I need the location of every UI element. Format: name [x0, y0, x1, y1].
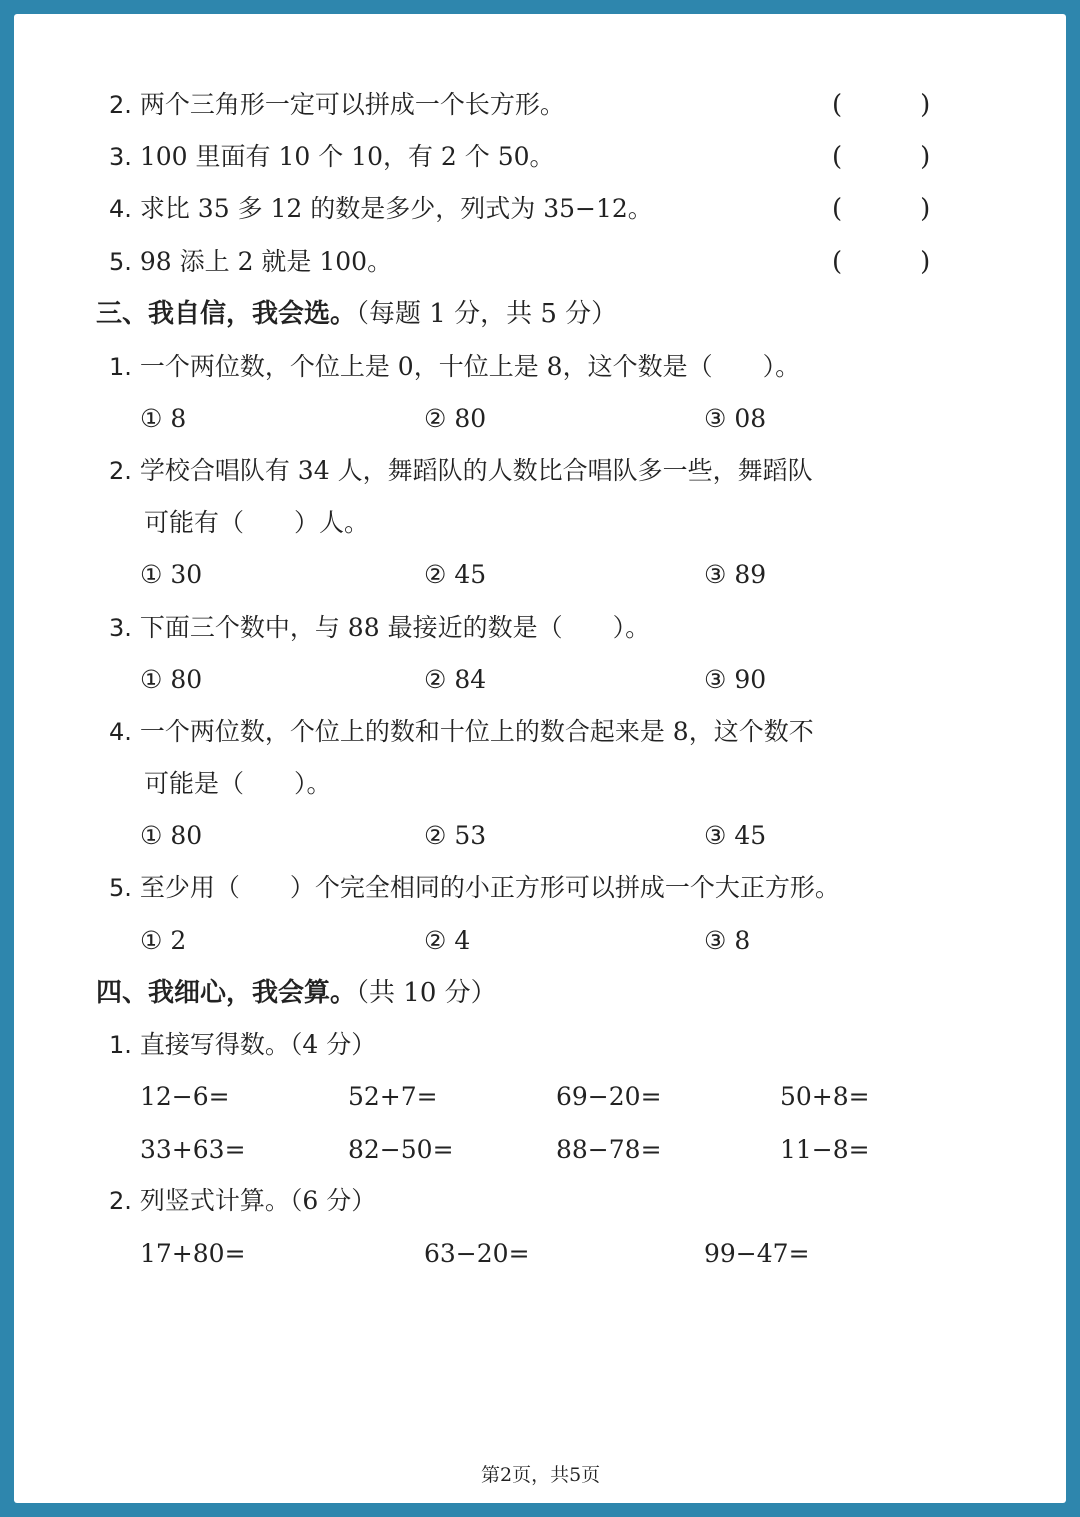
calc-part-2-label: 2. 列竖式计算。（6 分）	[109, 1186, 377, 1215]
choice-question-4-continued: 可能是（ ）。	[144, 769, 332, 798]
option-1[interactable]: ① 30	[140, 560, 203, 589]
judge-item-5: 5. 98 添上 2 就是 100。	[109, 247, 393, 276]
choice-question-2: 2. 学校合唱队有 34 人，舞蹈队的人数比合唱队多一些，舞蹈队	[109, 456, 813, 485]
calc-expression: 33+63=	[140, 1135, 246, 1164]
section-4-heading: 四、我细心，我会算。（共 10 分）	[96, 978, 497, 1008]
judge-item-3: 3. 100 里面有 10 个 10，有 2 个 50。	[109, 142, 555, 171]
option-2[interactable]: ② 45	[424, 560, 487, 589]
option-3[interactable]: ③ 08	[704, 404, 767, 433]
section-3-heading: 三、我自信，我会选。（每题 1 分，共 5 分）	[96, 299, 618, 329]
calc-expression: 82−50=	[348, 1135, 454, 1164]
answer-blank[interactable]: ( )	[832, 90, 931, 120]
calc-expression: 69−20=	[556, 1082, 662, 1111]
answer-blank[interactable]: ( )	[832, 142, 931, 172]
answer-blank[interactable]: ( )	[832, 194, 931, 224]
option-3[interactable]: ③ 90	[704, 665, 767, 694]
option-3[interactable]: ③ 8	[704, 926, 751, 955]
choice-question-2-continued: 可能有（ ）人。	[144, 508, 370, 537]
calc-expression: 50+8=	[780, 1082, 870, 1111]
calc-expression: 12−6=	[140, 1082, 230, 1111]
answer-blank[interactable]: ( )	[832, 247, 931, 277]
option-2[interactable]: ② 4	[424, 926, 471, 955]
option-2[interactable]: ② 84	[424, 665, 487, 694]
choice-question-5: 5. 至少用（ ）个完全相同的小正方形可以拼成一个大正方形。	[109, 873, 840, 902]
vertical-calc-expression: 17+80=	[140, 1239, 246, 1268]
option-1[interactable]: ① 80	[140, 821, 203, 850]
calc-expression: 52+7=	[348, 1082, 438, 1111]
choice-question-4: 4. 一个两位数，个位上的数和十位上的数合起来是 8，这个数不	[109, 717, 814, 746]
judge-item-4: 4. 求比 35 多 12 的数是多少，列式为 35−12。	[109, 194, 653, 223]
option-2[interactable]: ② 80	[424, 404, 487, 433]
judge-item-2: 2. 两个三角形一定可以拼成一个长方形。	[109, 90, 565, 119]
vertical-calc-expression: 63−20=	[424, 1239, 530, 1268]
page-number: 第2页，共5页	[481, 1464, 601, 1486]
calc-expression: 88−78=	[556, 1135, 662, 1164]
vertical-calc-expression: 99−47=	[704, 1239, 810, 1268]
choice-question-3: 3. 下面三个数中，与 88 最接近的数是（ ）。	[109, 613, 651, 642]
calc-expression: 11−8=	[780, 1135, 870, 1164]
choice-question-1: 1. 一个两位数，个位上是 0，十位上是 8，这个数是（ ）。	[109, 352, 801, 381]
worksheet-page	[14, 14, 1066, 1503]
calc-part-1-label: 1. 直接写得数。（4 分）	[109, 1030, 377, 1059]
option-1[interactable]: ① 80	[140, 665, 203, 694]
option-1[interactable]: ① 8	[140, 404, 187, 433]
option-2[interactable]: ② 53	[424, 821, 487, 850]
option-1[interactable]: ① 2	[140, 926, 187, 955]
option-3[interactable]: ③ 45	[704, 821, 767, 850]
option-3[interactable]: ③ 89	[704, 560, 767, 589]
